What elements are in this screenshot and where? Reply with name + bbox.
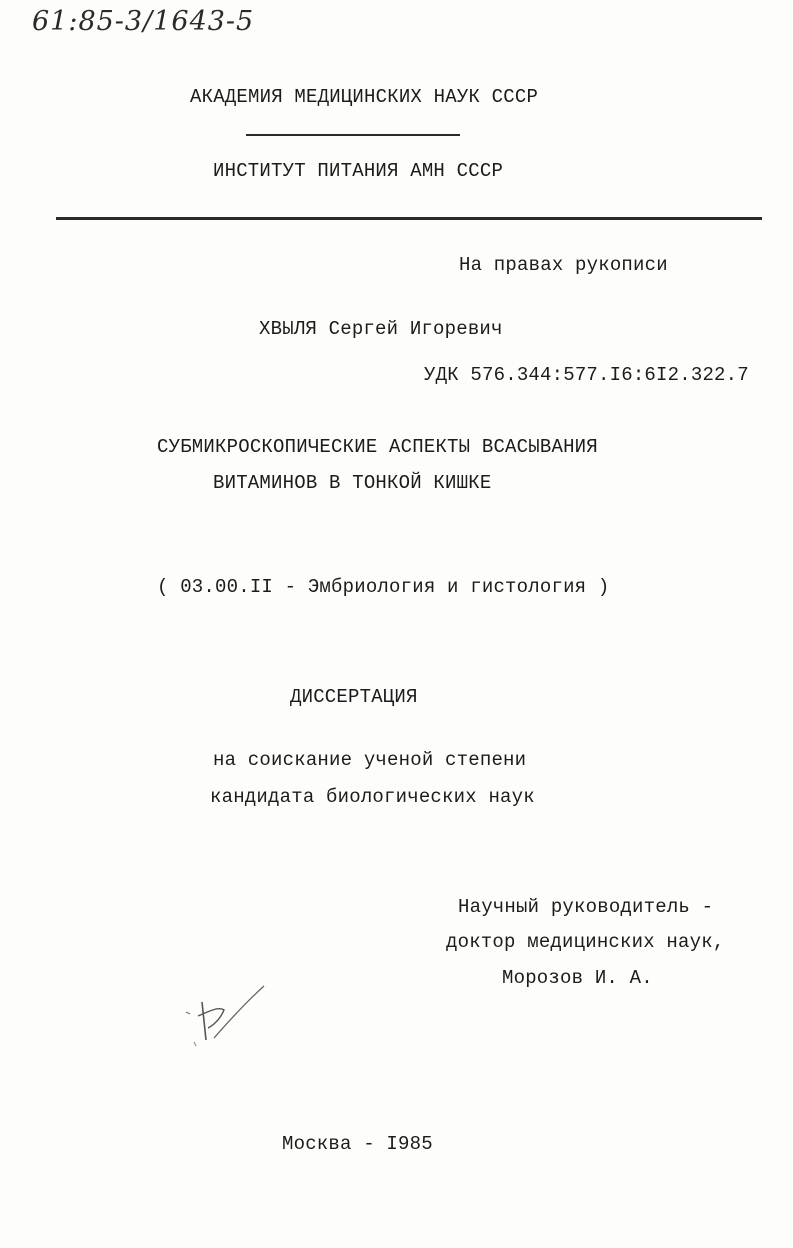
title-line-2: ВИТАМИНОВ В ТОНКОЙ КИШКЕ (213, 472, 492, 494)
academy-underline (246, 134, 460, 136)
supervisor-title: Научный руководитель - (458, 896, 714, 918)
handwritten-signature (172, 982, 282, 1052)
document-type: ДИССЕРТАЦИЯ (290, 686, 418, 708)
author-name: ХВЫЛЯ Сергей Игоревич (259, 318, 503, 340)
specialty-code: ( 03.00.II - Эмбриология и гистология ) (157, 576, 610, 598)
udc-code: УДК 576.344:577.I6:6I2.322.7 (424, 364, 749, 386)
degree-line-2: кандидата биологических наук (210, 786, 535, 808)
archive-mark: 61:85-3/1643-5 (32, 6, 255, 37)
title-line-1: СУБМИКРОСКОПИЧЕСКИЕ АСПЕКТЫ ВСАСЫВАНИЯ (157, 436, 598, 458)
city-year: Москва - I985 (282, 1133, 433, 1155)
academy-heading: АКАДЕМИЯ МЕДИЦИНСКИХ НАУК СССР (190, 86, 539, 108)
degree-line-1: на соискание ученой степени (213, 749, 527, 771)
institute-heading: ИНСТИТУТ ПИТАНИЯ АМН СССР (213, 160, 504, 182)
header-divider (56, 217, 762, 220)
supervisor-degree: доктор медицинских наук, (446, 931, 725, 953)
supervisor-name: Морозов И. А. (502, 967, 653, 989)
manuscript-note: На правах рукописи (459, 254, 668, 276)
